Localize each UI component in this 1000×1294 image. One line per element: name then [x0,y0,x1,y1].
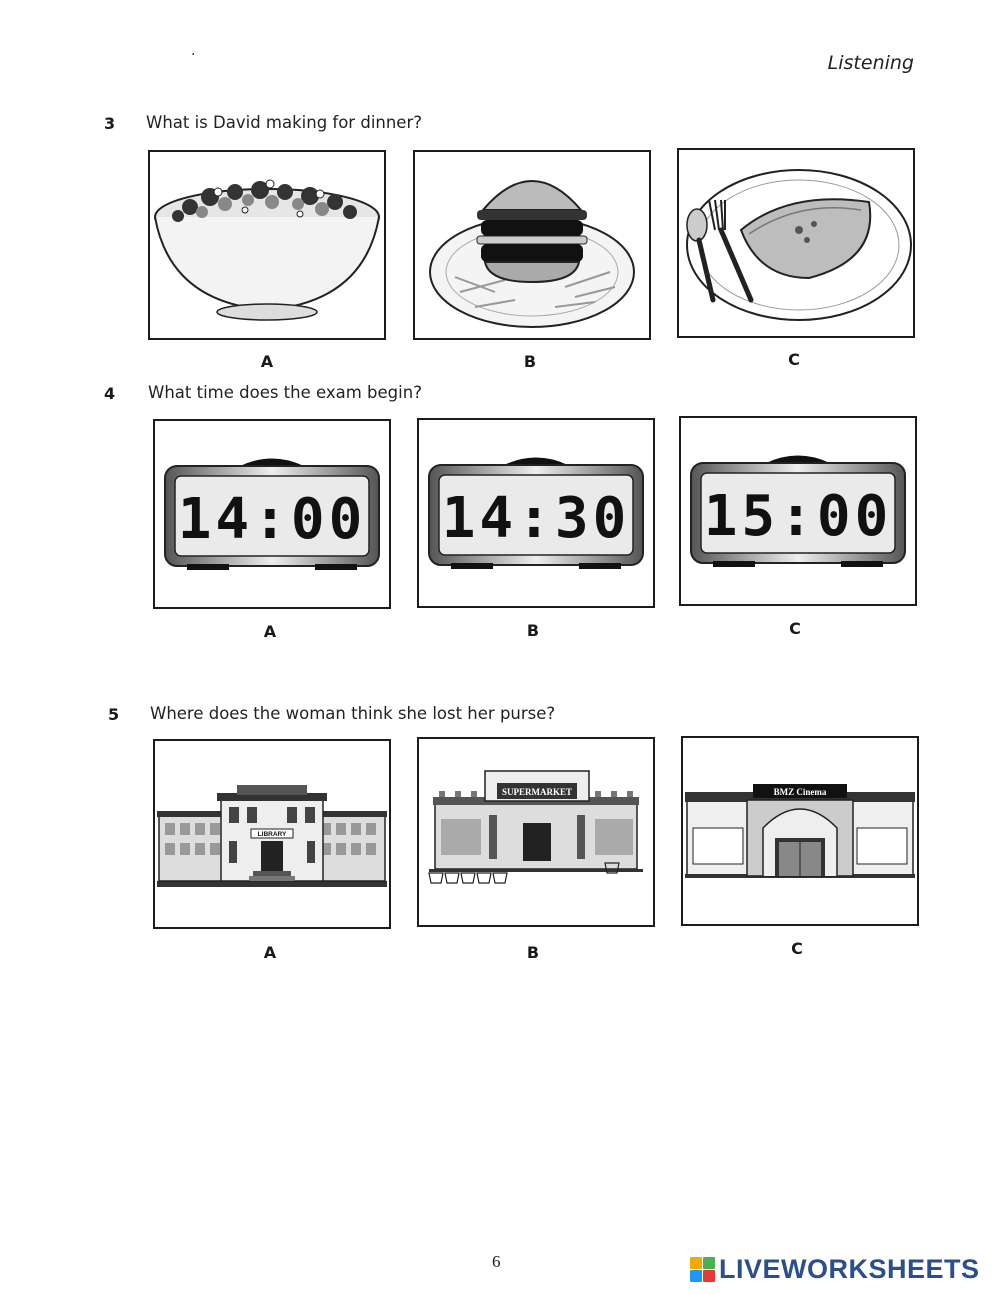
option-3b-picture[interactable] [413,150,651,340]
option-3a-letter: A [260,352,274,371]
library-building-icon [155,741,389,927]
supermarket-building-icon [419,739,653,925]
option-3b-letter: B [523,352,537,371]
burger-plate-icon [415,152,649,338]
option-5b-picture[interactable] [417,737,655,927]
library-sign-text: LIBRARY [257,831,287,838]
option-4a-picture[interactable] [153,419,391,609]
cinema-building-icon [683,738,917,924]
question-5-text: Where does the woman think she lost her purse? [150,704,556,723]
clock-time-text: 14:30 [441,486,631,551]
question-3-number: 3 [104,114,116,133]
question-3-text: What is David making for dinner? [146,113,423,132]
option-3c-picture[interactable] [677,148,915,338]
digital-clock-icon [155,421,389,607]
liveworksheets-mark-icon [690,1257,715,1282]
option-5a-letter: A [263,943,277,962]
omelette-plate-icon [679,150,913,336]
option-5a-picture[interactable] [153,739,391,929]
option-3c-letter: C [788,350,800,369]
salad-bowl-icon [150,152,384,338]
option-4b-picture[interactable] [417,418,655,608]
option-5c-picture[interactable] [681,736,919,926]
question-4-number: 4 [104,384,116,403]
section-label: Listening [827,52,914,74]
brand-name: LIVEWORKSHEETS [719,1254,980,1284]
option-4b-letter: B [526,621,540,640]
option-4c-letter: C [789,619,801,638]
stray-mark: · [191,47,196,63]
option-4c-picture[interactable] [679,416,917,606]
clock-time-text: 14:00 [177,487,367,552]
option-4a-letter: A [263,622,277,641]
digital-clock-icon [681,418,915,604]
option-5b-letter: B [526,943,540,962]
question-4-text: What time does the exam begin? [148,383,422,402]
liveworksheets-logo [690,1254,980,1285]
digital-clock-icon [419,420,653,606]
supermarket-sign-text: SUPERMARKET [501,787,573,797]
cinema-sign-text: BMZ Cinema [773,787,827,797]
question-5-number: 5 [108,705,120,724]
option-5c-letter: C [791,939,803,958]
clock-time-text: 15:00 [703,484,893,549]
page-number: 6 [492,1252,501,1271]
option-3a-picture[interactable] [148,150,386,340]
